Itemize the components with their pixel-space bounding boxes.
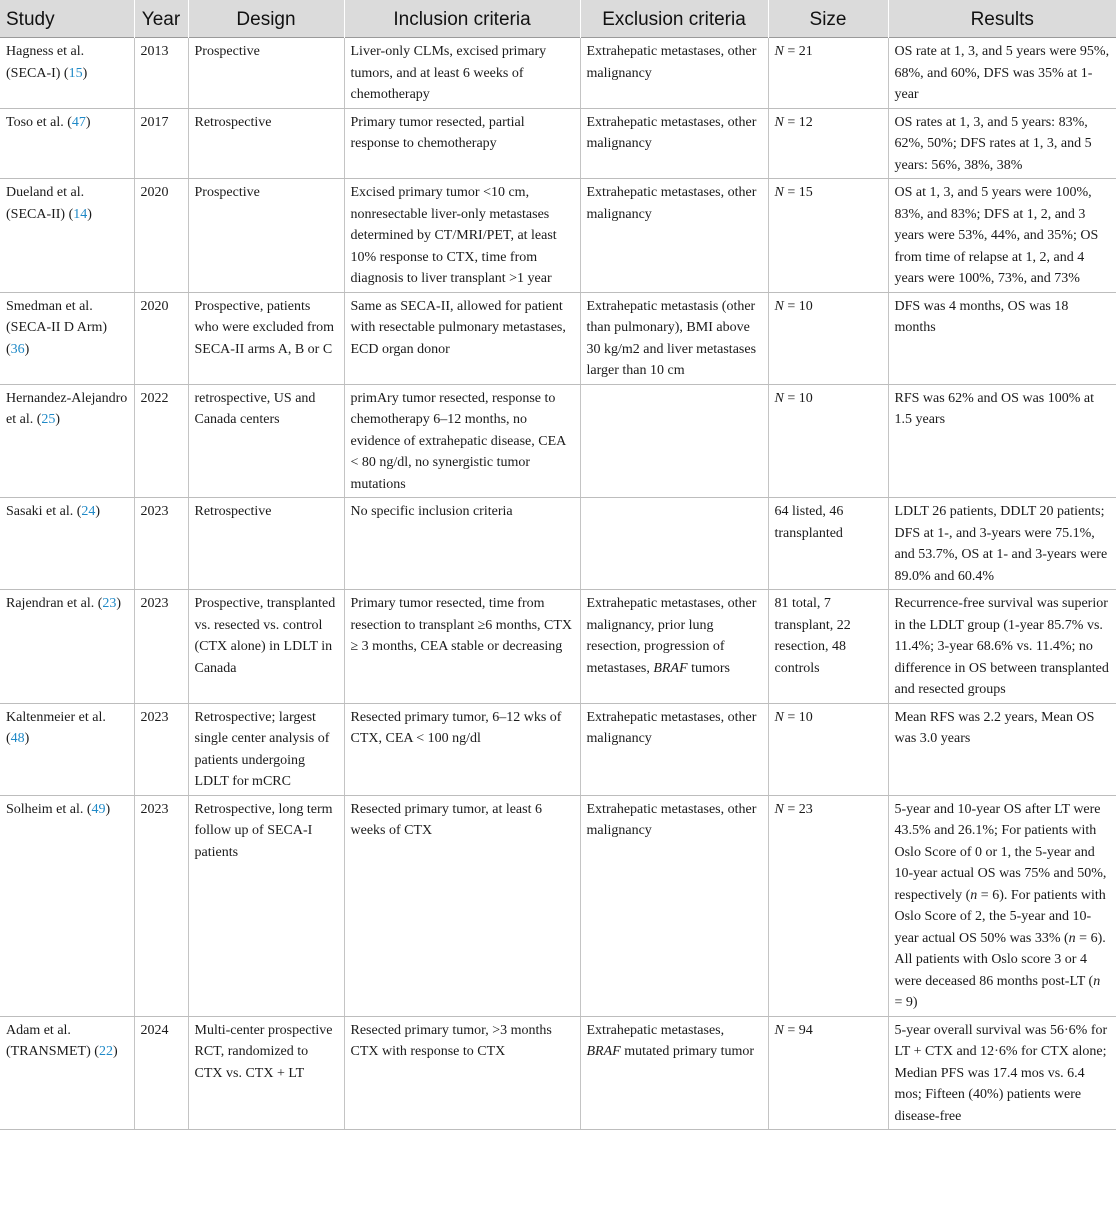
cell-year (134, 384, 188, 498)
cell-exclusion-criteria (580, 590, 768, 704)
cell-study (0, 108, 134, 179)
cell-text: Retrospective; largest single center analysis of patients undergoing LDLT for mCRC (194, 709, 330, 789)
cell-text: 2017 (140, 114, 169, 130)
cell-text: Toso et al. ( (6, 114, 72, 130)
italic-text: BRAF (653, 660, 688, 676)
cell-text: LDLT 26 patients, DDLT 20 patients; DFS at 1-, and 3-years were 75.1%, and 53.7%, OS at 1- and 3-years were 89.0% and 60.4% (894, 504, 1108, 584)
reference-link[interactable]: 47 (71, 114, 86, 130)
reference-link[interactable]: 23 (102, 596, 117, 611)
header-size: Size (768, 0, 888, 38)
header-inclusion-criteria: Inclusion criteria (344, 0, 580, 38)
table-row (0, 38, 1116, 109)
cell-year (134, 590, 188, 704)
italic-text: N (774, 709, 784, 725)
cell-text: OS at 1, 3, and 5 years were 100%, 83%, and 83%; DFS at 1, 2, and 3 years were 53%, 44%, and 35%; OS from time of relapse at 1, 2, and 4 years were 100%, 73%, and 73% (894, 185, 1099, 286)
italic-text: n (1093, 973, 1101, 989)
cell-text: Retrospective (194, 114, 272, 130)
cell-exclusion-criteria (580, 1016, 768, 1130)
table-body (0, 38, 1116, 1130)
cell-text: mutated primary tumor (620, 1044, 755, 1059)
cell-text: = 6). For patients with Oslo Score of 2, the 5-year and 10- year actual OS 50% was 33% ( (894, 887, 1106, 946)
cell-study (0, 590, 134, 704)
header-study: Study (0, 0, 134, 38)
cell-text: Resected primary tumor, at least 6 weeks of CTX (350, 801, 542, 838)
cell-text: 2020 (140, 185, 169, 200)
cell-text: = 12 (783, 114, 813, 130)
cell-text: Retrospective (194, 504, 272, 519)
cell-exclusion-criteria (580, 38, 768, 109)
cell-design (188, 38, 344, 109)
cell-text: Prospective (194, 185, 260, 200)
cell-exclusion-criteria (580, 179, 768, 293)
cell-text: OS rates at 1, 3, and 5 years: 83%, 62%, 50%; DFS rates at 1, 3, and 5 years: 56%, 38%, 38% (894, 114, 1092, 173)
cell-exclusion-criteria (580, 498, 768, 590)
cell-text: Dueland et al. (SECA-II) ( (6, 185, 85, 222)
cell-text: Kaltenmeier et al. ( (6, 709, 106, 746)
cell-text: = 10 (783, 709, 813, 725)
cell-text: = 10 (783, 298, 813, 314)
cell-exclusion-criteria (580, 703, 768, 795)
cell-design (188, 179, 344, 293)
cell-year (134, 498, 188, 590)
cell-text: 2013 (140, 44, 169, 59)
cell-text: Hagness et al. (SECA-I) ( (6, 44, 85, 81)
cell-text: ) (87, 206, 92, 222)
reference-link[interactable]: 22 (98, 1044, 113, 1059)
cell-study (0, 498, 134, 590)
cell-text: DFS was 4 months, OS was 18 months (894, 298, 1069, 335)
cell-text: Extrahepatic metastases, other malignancy (586, 185, 757, 222)
reference-link[interactable]: 14 (73, 206, 88, 222)
cell-text: ) (55, 412, 61, 427)
cell-text: ) (24, 341, 30, 357)
header-exclusion-criteria: Exclusion criteria (580, 0, 768, 38)
cell-size (768, 108, 888, 179)
cell-text: Same as SECA-II, allowed for patient with resectable pulmonary metastases, ECD organ donor (350, 298, 566, 357)
cell-exclusion-criteria (580, 108, 768, 179)
cell-text: 2022 (140, 390, 169, 406)
cell-text: ) (116, 596, 122, 611)
cell-inclusion-criteria (344, 108, 580, 179)
cell-results (888, 1016, 1116, 1130)
cell-text: Prospective (194, 44, 260, 59)
cell-text: 2020 (140, 298, 169, 314)
italic-text: N (774, 298, 784, 314)
cell-size (768, 384, 888, 498)
cell-inclusion-criteria (344, 590, 580, 704)
cell-exclusion-criteria (580, 292, 768, 384)
cell-text: Extrahepatic metastases, (586, 1022, 725, 1038)
table-row (0, 179, 1116, 293)
cell-text: Recurrence-free survival was superior in the LDLT group (1-year 85.7% vs. 11.4%; 3-year 68.6% vs. 11.4%; no difference in OS between transplanted and resected groups (894, 596, 1109, 697)
cell-text: Liver-only CLMs, excised primary tumors, and at least 6 weeks of chemotherapy (350, 44, 547, 102)
cell-text: Rajendran et al. ( (6, 596, 103, 611)
cell-text: 64 listed, 46 transplanted (774, 504, 844, 541)
cell-results (888, 703, 1116, 795)
cell-text: Resected primary tumor, >3 months CTX with response to CTX (350, 1022, 552, 1059)
reference-link[interactable]: 15 (68, 65, 83, 81)
cell-year (134, 38, 188, 109)
cell-text: = 9) (894, 995, 918, 1010)
cell-exclusion-criteria (580, 384, 768, 498)
cell-inclusion-criteria (344, 1016, 580, 1130)
cell-text: OS rate at 1, 3, and 5 years were 95%, 68%, and 60%, DFS was 35% at 1-year (894, 44, 1110, 102)
cell-text: Retrospective, long term follow up of SECA-I patients (194, 801, 333, 860)
cell-study (0, 179, 134, 293)
cell-text: ) (95, 504, 101, 519)
italic-text: n (970, 887, 978, 903)
cell-size (768, 498, 888, 590)
cell-text: Mean RFS was 2.2 years, Mean OS was 3.0 years (894, 709, 1095, 746)
cell-text: Extrahepatic metastases, other malignancy, prior lung resection, progression of metastases, (586, 596, 757, 676)
cell-text: 81 total, 7 transplant, 22 resection, 48 controls (774, 596, 851, 676)
cell-design (188, 108, 344, 179)
header-year: Year (134, 0, 188, 38)
cell-inclusion-criteria (344, 179, 580, 293)
reference-link[interactable]: 49 (91, 801, 106, 817)
cell-text: Smedman et al. (SECA-II D Arm) ( (6, 298, 108, 357)
table-row (0, 292, 1116, 384)
cell-text: ) (24, 731, 30, 746)
cell-size (768, 703, 888, 795)
reference-link[interactable]: 36 (10, 341, 25, 357)
cell-year (134, 292, 188, 384)
cell-text: = 6). All patients with Oslo score 3 or 4 were deceased 86 months post-LT ( (894, 930, 1106, 989)
cell-text: Excised primary tumor <10 cm, nonresectable liver-only metastases determined by CT/MRI/PET, at least 10% response to CTX, time from diagnosis to liver transplant >1 year (350, 185, 557, 286)
cell-text: ) (105, 801, 111, 817)
cell-text: Solheim et al. ( (6, 801, 92, 817)
italic-text: N (774, 114, 784, 130)
cell-study (0, 384, 134, 498)
cell-year (134, 795, 188, 1016)
cell-text: Extrahepatic metastases, other malignancy (586, 44, 757, 81)
cell-text: tumors (687, 660, 730, 676)
cell-design (188, 590, 344, 704)
cell-text: Extrahepatic metastases, other malignancy (586, 114, 757, 151)
cell-results (888, 384, 1116, 498)
cell-text: Extrahepatic metastasis (other than pulmonary), BMI above 30 kg/m2 and liver metastases larger than 10 cm (586, 298, 757, 378)
table-row (0, 384, 1116, 498)
header-row (0, 0, 1116, 38)
cell-year (134, 703, 188, 795)
cell-text: Adam et al. (TRANSMET) ( (6, 1022, 99, 1059)
header-results: Results (888, 0, 1116, 38)
cell-design (188, 384, 344, 498)
italic-text: N (774, 1022, 784, 1038)
cell-design (188, 1016, 344, 1130)
cell-text: No specific inclusion criteria (350, 504, 513, 519)
cell-text: ) (85, 114, 91, 130)
cell-inclusion-criteria (344, 795, 580, 1016)
cell-text: Resected primary tumor, 6–12 wks of CTX, CEA < 100 ng/dl (350, 709, 562, 746)
table-row (0, 498, 1116, 590)
cell-inclusion-criteria (344, 384, 580, 498)
cell-text: = 21 (783, 44, 813, 59)
cell-text: 2024 (140, 1022, 169, 1038)
cell-year (134, 1016, 188, 1130)
cell-year (134, 179, 188, 293)
cell-exclusion-criteria (580, 795, 768, 1016)
cell-size (768, 795, 888, 1016)
cell-text: RFS was 62% and OS was 100% at 1.5 years (894, 390, 1094, 427)
cell-text: ) (82, 65, 88, 81)
cell-text: 2023 (140, 801, 169, 817)
cell-inclusion-criteria (344, 38, 580, 109)
cell-text: 5-year overall survival was 56·6% for LT + CTX and 12·6% for CTX alone; Median PFS was 17.4 mos vs. 6.4 mos; Fifteen (40%) patients were disease-free (894, 1022, 1108, 1124)
cell-study (0, 703, 134, 795)
cell-study (0, 292, 134, 384)
cell-design (188, 703, 344, 795)
cell-text: 5-year and 10-year OS after LT were 43.5% and 26.1%; For patients with Oslo Score of 0 or 1, the 5-year and 10-year actual OS was 75% and 50%, respectively ( (894, 801, 1107, 903)
cell-size (768, 590, 888, 704)
cell-results (888, 179, 1116, 293)
cell-study (0, 1016, 134, 1130)
cell-text: = 10 (783, 390, 813, 406)
table-row (0, 108, 1116, 179)
cell-size (768, 179, 888, 293)
table-header (0, 0, 1116, 38)
cell-text: Extrahepatic metastases, other malignancy (586, 801, 757, 838)
table-row (0, 590, 1116, 704)
italic-text: N (774, 185, 784, 200)
italic-text: N (774, 390, 784, 406)
cell-text: Primary tumor resected, time from resection to transplant ≥6 months, CTX ≥ 3 months, CEA stable or decreasing (350, 596, 573, 654)
cell-text: Primary tumor resected, partial response to chemotherapy (350, 114, 525, 151)
cell-results (888, 498, 1116, 590)
cell-text: 2023 (140, 596, 169, 611)
table-row (0, 795, 1116, 1016)
cell-results (888, 292, 1116, 384)
cell-text: 2023 (140, 709, 169, 725)
cell-size (768, 38, 888, 109)
cell-size (768, 292, 888, 384)
cell-text: Prospective, patients who were excluded from SECA-II arms A, B or C (194, 298, 335, 357)
cell-text: Prospective, transplanted vs. resected vs. control (CTX alone) in LDLT in Canada (194, 596, 336, 676)
cell-results (888, 795, 1116, 1016)
reference-link[interactable]: 24 (81, 504, 96, 519)
cell-text: = 15 (783, 185, 813, 200)
italic-text: N (774, 44, 784, 59)
cell-results (888, 590, 1116, 704)
italic-text: n (1068, 930, 1076, 946)
reference-link[interactable]: 48 (10, 731, 25, 746)
cell-size (768, 1016, 888, 1130)
cell-text: Hernandez-Alejandro et al. ( (6, 390, 128, 427)
cell-text: primAry tumor resected, response to chemotherapy 6–12 months, no evidence of extrahepatic disease, CEA < 80 ng/dl, no synergistic tumor mutations (350, 390, 566, 492)
cell-study (0, 38, 134, 109)
cell-inclusion-criteria (344, 498, 580, 590)
cell-text: = 23 (783, 801, 813, 817)
cell-results (888, 108, 1116, 179)
table-row (0, 703, 1116, 795)
cell-text: = 94 (783, 1022, 813, 1038)
header-design: Design (188, 0, 344, 38)
cell-design (188, 795, 344, 1016)
cell-text: Sasaki et al. ( (6, 504, 82, 519)
cell-design (188, 292, 344, 384)
cell-study (0, 795, 134, 1016)
cell-inclusion-criteria (344, 703, 580, 795)
reference-link[interactable]: 25 (41, 412, 56, 427)
italic-text: BRAF (586, 1044, 621, 1059)
cell-text: Multi-center prospective RCT, randomized to CTX vs. CTX + LT (194, 1022, 333, 1081)
cell-text: 2023 (140, 504, 169, 519)
cell-year (134, 108, 188, 179)
table-row (0, 1016, 1116, 1130)
cell-inclusion-criteria (344, 292, 580, 384)
cell-text: retrospective, US and Canada centers (194, 390, 316, 427)
cell-design (188, 498, 344, 590)
cell-results (888, 38, 1116, 109)
cell-text: ) (112, 1044, 118, 1059)
cell-text: Extrahepatic metastases, other malignancy (586, 709, 757, 746)
italic-text: N (774, 801, 784, 817)
